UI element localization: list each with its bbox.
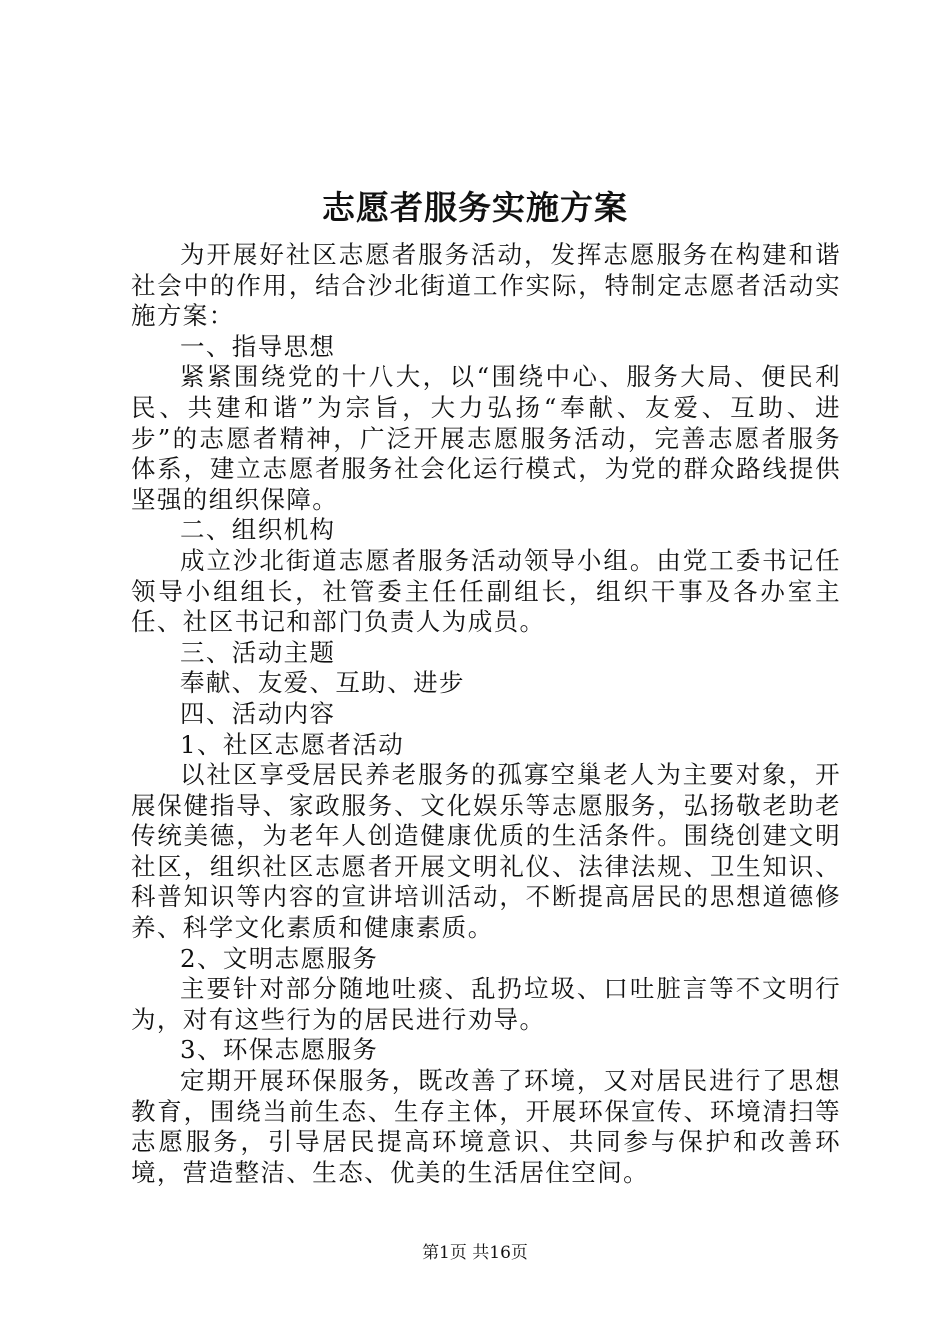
environment-paragraph: 定期开展环保服务，既改善了环境，又对居民进行了思想教育，围绕当前生态、生存主体，开展环保宣传、环境清扫等志愿服务，引导居民提高环境意识、共同参与保护和改善环境，营造整洁、生态、优美的生活居住空间。 <box>131 1066 841 1187</box>
page-number-footer: 第1页 共16页 <box>422 1243 528 1263</box>
activity-theme-text: 奉献、友爱、互助、进步 <box>180 668 465 698</box>
intro-paragraph: 为开展好社区志愿者服务活动，发挥志愿服务在构建和谐社会中的作用，结合沙北街道工作实际，特制定志愿者活动实施方案： <box>131 240 841 331</box>
document-body <box>131 240 841 1188</box>
guiding-thought-paragraph: 紧紧围绕党的十八大，以“围绕中心、服务大局、便民利民、共建和谐”为宗旨，大力弘扬“奉献、友爱、互助、进步”的志愿者精神，广泛开展志愿服务活动，完善志愿者服务体系，建立志愿者服务社会化运行模式，为党的群众路线提供坚强的组织保障。 <box>131 362 841 514</box>
section-heading-activity-content: 四、活动内容 <box>180 698 336 728</box>
subsection-heading-environment: 3、环保志愿服务 <box>180 1035 379 1065</box>
subsection-heading-civility: 2、文明志愿服务 <box>180 943 379 973</box>
civility-paragraph: 主要针对部分随地吐痰、乱扔垃圾、口吐脏言等不文明行为，对有这些行为的居民进行劝导。 <box>131 974 841 1034</box>
section-heading-guiding-thought: 一、指导思想 <box>180 331 336 361</box>
section-heading-activity-theme: 三、活动主题 <box>180 637 336 667</box>
document-title: 志愿者服务实施方案 <box>322 188 628 227</box>
section-heading-organization: 二、组织机构 <box>180 515 336 545</box>
subsection-heading-community: 1、社区志愿者活动 <box>180 729 405 759</box>
community-paragraph: 以社区享受居民养老服务的孤寡空巢老人为主要对象，开展保健指导、家政服务、文化娱乐等志愿服务，弘扬敬老助老传统美德，为老年人创造健康优质的生活条件。围绕创建文明社区，组织社区志愿者开展文明礼仪、法律法规、卫生知识、科普知识等内容的宣讲培训活动，不断提高居民的思想道德修养、科学文化素质和健康素质。 <box>131 760 841 943</box>
organization-paragraph: 成立沙北街道志愿者服务活动领导小组。由党工委书记任领导小组组长，社管委主任任副组长，组织干事及各办室主任、社区书记和部门负责人为成员。 <box>131 545 841 637</box>
